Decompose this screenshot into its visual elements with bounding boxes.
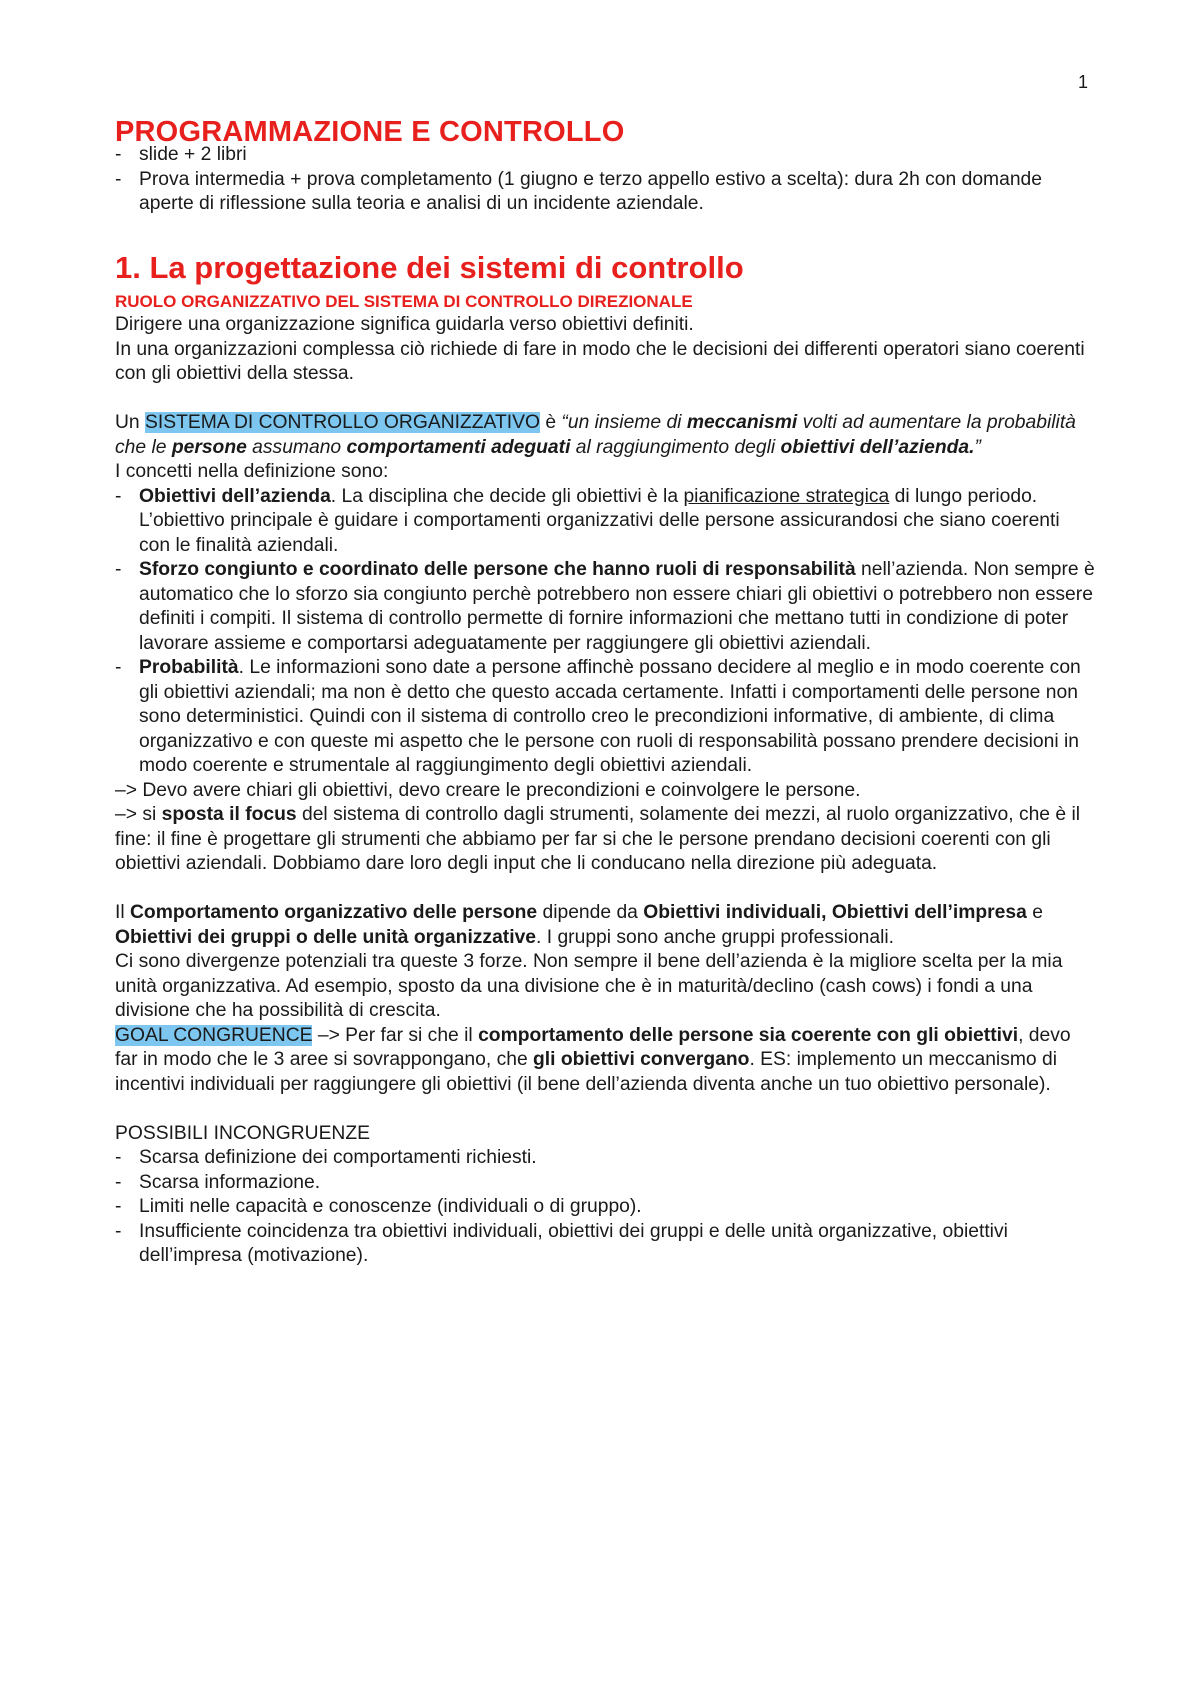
incongruences-list: [115, 1146, 1095, 1269]
paragraph: –> Devo avere chiari gli obiettivi, devo creare le precondizioni e coinvolgere le persone.: [115, 779, 861, 801]
paragraph: Ci sono divergenze potenziali tra queste 3 forze. Non sempre il bene dell’azienda è la migliore scelta per la mia unità organizzativa. Ad esempio, sposto da una divisione che è in maturità/declino (cash cows) i fondi a una divisione che ha possibilità di crescita.: [115, 951, 1063, 1021]
list-item: - Scarsa informazione.: [115, 1171, 1095, 1196]
list-item: - Probabilità. Le informazioni sono date a persone affinchè possano decidere al meglio e in modo coerente con gli obiettivi aziendali; ma non è detto che questo accada certamente. Infatti i comportamenti delle persone non sono deterministici. Quindi con il sistema di controllo creo le precondizioni informative, di ambiente, di clima organizzativo e con queste mi aspetto che le persone con ruoli di responsabilità possano prendere decisioni in modo coerente e strumentale al raggiungimento degli obiettivi aziendali.: [115, 656, 1095, 779]
paragraph: Dirigere una organizzazione significa guidarla verso obiettivi definiti.: [115, 314, 694, 335]
section-heading: 1. La progettazione dei sistemi di controllo: [115, 250, 744, 285]
intro-list: [115, 143, 1095, 217]
incongruences-title: POSSIBILI INCONGRUENZE: [115, 1122, 370, 1144]
list-item: - Obiettivi dell’azienda. La disciplina che decide gli obiettivi è la pianificazione strategica di lungo periodo. L’obiettivo principale è guidare i comportamenti organizzativi delle persone assicurandosi che siano coerenti con le finalità aziendali.: [115, 485, 1095, 559]
main-body: [115, 313, 1095, 1269]
list-item: - Limiti nelle capacità e conoscenze (individuali o di gruppo).: [115, 1195, 1095, 1220]
list-item: - Insufficiente coincidenza tra obiettivi individuali, obiettivi dei gruppi e delle unità organizzative, obiettivi dell’impresa (motivazione).: [115, 1220, 1095, 1269]
page-number: 1: [1078, 72, 1089, 92]
concepts-list: [115, 485, 1095, 779]
list-item: - Sforzo congiunto e coordinato delle persone che hanno ruoli di responsabilità nell’azienda. Non sempre è automatico che lo sforzo sia congiunto perchè potrebbero non essere chiari gli obiettivi o potrebbero non essere definiti i compiti. Il sistema di controllo permette di fornire informazioni che mettano tutti in condizione di poter lavorare assieme e comportarsi adeguatamente per raggiungere gli obiettivi aziendali.: [115, 558, 1095, 656]
paragraph: –> si sposta il focus del sistema di controllo dagli strumenti, solamente dei mezzi, al ruolo organizzativo, che è il fine: il fine è progettare gli strumenti che abbiamo per far si che le persone prendano decisioni coerenti con gli obiettivi aziendali. Dobbiamo dare loro degli input che li conducano nella direzione più adeguata.: [115, 804, 1081, 874]
underlined-term: pianificazione strategica: [683, 485, 890, 507]
list-item: - slide + 2 libri: [115, 143, 1095, 168]
list-item: - Scarsa definizione dei comportamenti richiesti.: [115, 1146, 1095, 1171]
definition-paragraph: Un SISTEMA DI CONTROLLO ORGANIZZATIVO è “un insieme di meccanismi volti ad aumentare la probabilità che le persone assumano comportamenti adeguati al raggiungimento degli obiettivi dell’azienda.”: [115, 412, 1076, 458]
highlighted-term: SISTEMA DI CONTROLLO ORGANIZZATIVO: [145, 412, 540, 433]
document-title: PROGRAMMAZIONE E CONTROLLO: [115, 116, 625, 148]
paragraph: I concetti nella definizione sono:: [115, 461, 389, 482]
list-item: - Prova intermedia + prova completamento (1 giugno e terzo appello estivo a scelta): dura 2h con domande aperte di riflessione sulla teoria e analisi di un incidente aziendale.: [115, 168, 1095, 217]
highlighted-term: GOAL CONGRUENCE: [115, 1024, 313, 1046]
paragraph: In una organizzazioni complessa ciò richiede di fare in modo che le decisioni dei differenti operatori siano coerenti con gli obiettivi della stessa.: [115, 338, 1085, 384]
paragraph: Il Comportamento organizzativo delle persone dipende da Obiettivi individuali, Obiettivi dell’impresa e Obiettivi dei gruppi o delle unità organizzative. I gruppi sono anche gruppi professionali.: [115, 902, 1043, 948]
intro-list-block: [115, 143, 1095, 217]
definition-quote: “un insieme di meccanismi volti ad aumentare la probabilità che le persone assumano comportamenti adeguati al raggiungimento degli obiettivi dell’azienda.”: [115, 412, 1076, 458]
goal-congruence-paragraph: GOAL CONGRUENCE –> Per far si che il comportamento delle persone sia coerente con gli obiettivi, devo far in modo che le 3 aree si sovrappongano, che gli obiettivi convergano. ES: implemento un meccanismo di incentivi individuali per raggiungere gli obiettivi (il bene dell’azienda diventa anche un tuo obiettivo personale).: [115, 1024, 1071, 1095]
section-subheading: RUOLO ORGANIZZATIVO DEL SISTEMA DI CONTROLLO DIREZIONALE: [115, 292, 693, 311]
